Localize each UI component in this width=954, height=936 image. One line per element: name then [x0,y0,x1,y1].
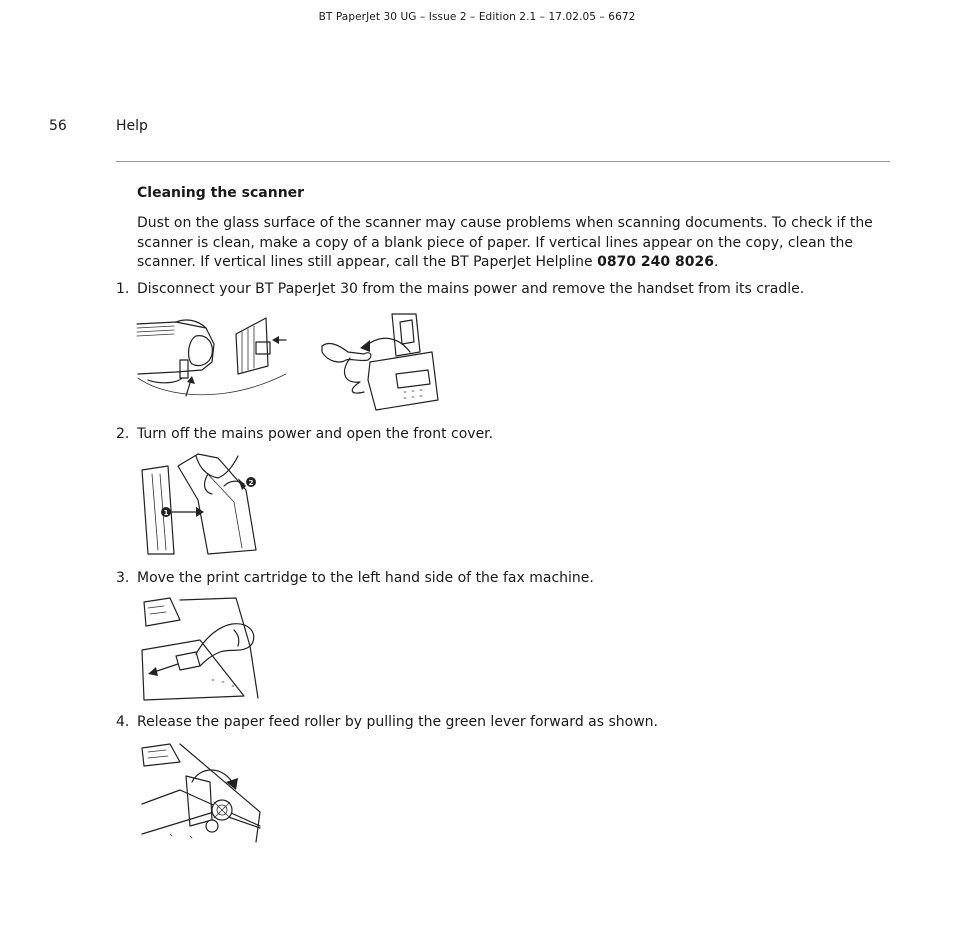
callout-2-label: 2 [248,479,254,487]
callout-1-label: 1 [163,509,169,517]
step-number: 1. [116,281,130,297]
unplug-power-illustration [136,314,296,402]
step-text: Release the paper feed roller by pulling the green lever forward as shown. [137,714,658,730]
step-text: Disconnect your BT PaperJet 30 from the mains power and remove the handset from its cradle. [137,281,805,297]
header-divider [116,161,890,162]
move-cartridge-illustration [140,596,262,700]
step-text: Turn off the mains power and open the front cover. [137,426,494,442]
cleaning-scanner-heading: Cleaning the scanner [137,185,305,201]
intro-end: . [713,254,719,270]
step-text: Move the print cartridge to the left hand side of the fax machine. [137,570,594,586]
release-roller-lever-illustration [140,742,262,846]
step-number: 2. [116,426,130,442]
intro-text: Dust on the glass surface of the scanner may cause problems when scanning documents. To check if the scanner is clean, make a copy of a blank piece of paper. If vertical lines appear on the copy, clean the scanner. If vertical lines still appear, call the BT PaperJet Helpline [137,215,873,270]
remove-handset-illustration [320,312,440,412]
open-front-cover-illustration [138,450,260,556]
document-info-header: BT PaperJet 30 UG – Issue 2 – Edition 2.1 – 17.02.05 – 6672 [318,11,636,23]
intro-paragraph [137,214,889,273]
helpline-number: 0870 240 8026 [597,254,714,270]
section-title: Help [116,118,148,134]
step-number: 4. [116,714,130,730]
step-number: 3. [116,570,130,586]
page-number: 56 [49,118,67,134]
